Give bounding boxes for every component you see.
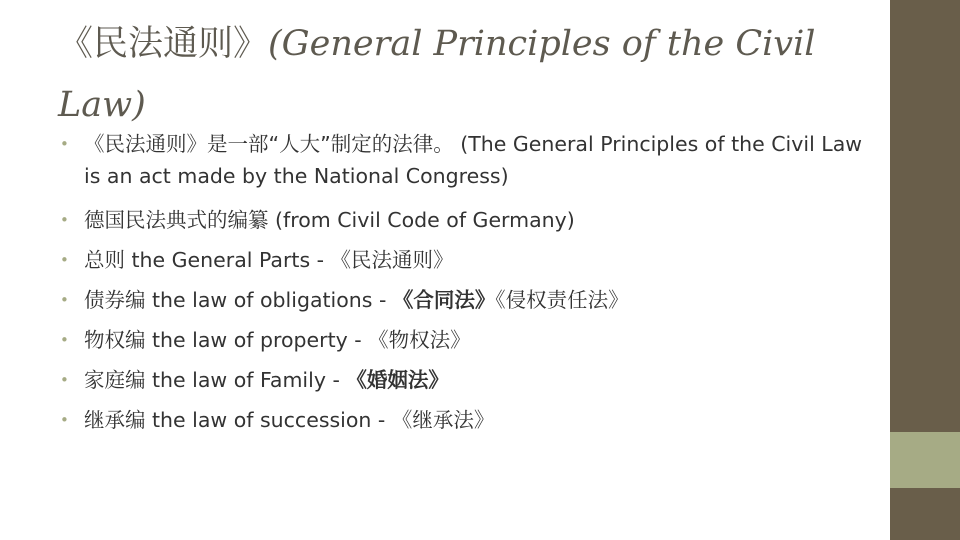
bullet-dot-icon: • <box>60 135 69 153</box>
bullet-text: 物权编 the law of property - 《物权法》 <box>84 328 471 352</box>
sidebar-dark-band-bottom <box>890 488 960 540</box>
slide-title <box>58 14 878 136</box>
bullet-text: 《民法通则》是一部“人大”制定的法律。 (The General Principles of the Civil Law is an act made by the National Congress) <box>84 132 863 188</box>
bullet-item <box>60 240 875 280</box>
bullet-dot-icon: • <box>60 251 69 269</box>
decorative-sidebar <box>890 0 960 540</box>
title-chinese: 《民法通则》 <box>58 24 269 64</box>
bullet-text: 《合同法》 <box>392 288 496 312</box>
bullet-text: 债券编 the law of obligations - <box>84 288 393 312</box>
bullet-dot-icon: • <box>60 211 69 229</box>
bullet-item <box>60 128 875 192</box>
sidebar-dark-band <box>890 0 960 432</box>
bullet-text: 德国民法典式的编纂 (from Civil Code of Germany) <box>84 208 575 232</box>
bullet-text: 《侵权责任法》 <box>495 288 629 312</box>
bullet-text: 继承编 the law of succession - 《继承法》 <box>84 408 495 432</box>
bullet-item <box>60 200 875 240</box>
bullet-text: 家庭编 the law of Family - <box>84 368 347 392</box>
bullet-dot-icon: • <box>60 331 69 349</box>
bullet-dot-icon: • <box>60 291 69 309</box>
bullet-item <box>60 320 875 360</box>
bullet-list <box>60 128 875 440</box>
bullet-item <box>60 280 875 320</box>
sidebar-accent-band <box>890 432 960 488</box>
bullet-item <box>60 400 875 440</box>
bullet-text: 《婚姻法》 <box>346 368 449 392</box>
bullet-dot-icon: • <box>60 371 69 389</box>
bullet-item <box>60 360 875 400</box>
bullet-dot-icon: • <box>60 411 69 429</box>
bullet-text: 总则 the General Parts - 《民法通则》 <box>84 248 454 272</box>
title-english: (General Principles of the Civil Law) <box>58 24 816 125</box>
